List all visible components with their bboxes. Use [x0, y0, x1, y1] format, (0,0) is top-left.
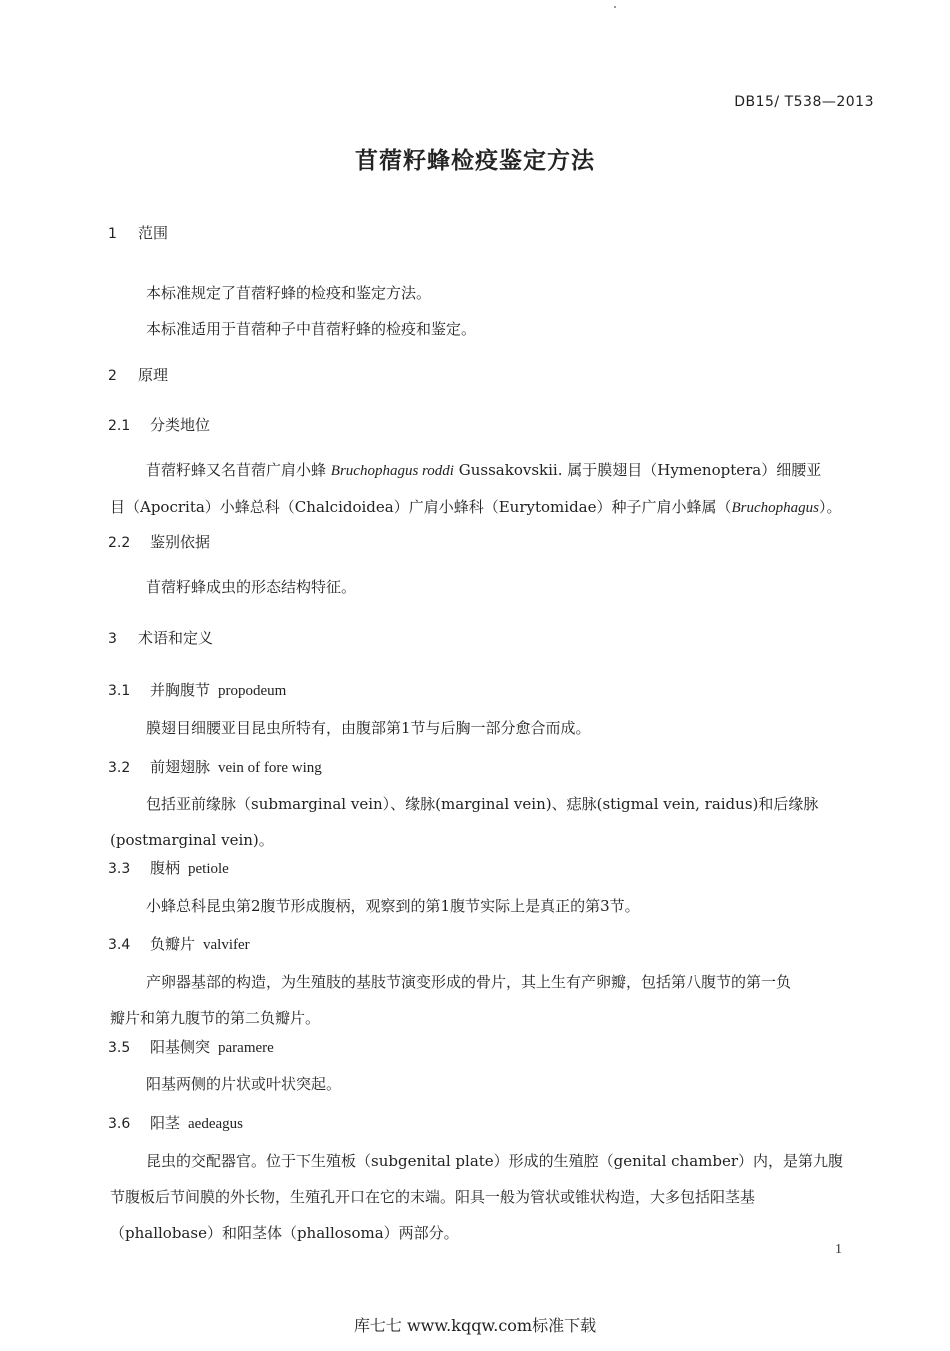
section-number: 3.1: [108, 683, 131, 699]
page-number: 1: [835, 1242, 842, 1257]
section-3-2-heading: [108, 756, 322, 777]
document-number: DB15/ T538—2013: [734, 94, 874, 110]
section-3-5-body: [110, 1066, 876, 1102]
term-english: paramere: [218, 1040, 274, 1056]
footer-watermark: 库七七 www.kqqw.com标准下载: [353, 1316, 597, 1335]
section-3-3-heading: [108, 857, 229, 878]
section-3-3-body: [110, 888, 876, 924]
text: 苜蓿籽蜂又名苜蓿广肩小蜂: [146, 461, 331, 479]
section-2-heading: [108, 364, 168, 385]
section-number: 2: [108, 368, 117, 384]
paragraph: 本标准适用于苜蓿种子中苜蓿籽蜂的检疫和鉴定。: [146, 320, 477, 338]
section-title: 范围: [138, 224, 169, 242]
text: 目（Apocrita）小蜂总科（Chalcidoidea）广肩小蜂科（Eurytomidae）种子广肩小蜂属（: [110, 498, 732, 516]
section-1-body: [110, 275, 876, 347]
section-title: 原理: [138, 366, 169, 384]
term-english: valvifer: [203, 937, 250, 953]
section-number: 3.2: [108, 760, 131, 776]
text: ）。: [819, 498, 842, 516]
section-number: 1: [108, 226, 117, 242]
section-number: 3.6: [108, 1116, 131, 1132]
section-3-2-body: [110, 786, 876, 858]
section-3-4-heading: [108, 933, 250, 954]
paragraph-line: 瓣片和第九腹节的第二负瓣片。: [110, 1009, 321, 1027]
paragraph: 小蜂总科昆虫第2腹节形成腹柄，观察到的第1腹节实际上是真正的第3节。: [146, 897, 640, 915]
section-number: 3.3: [108, 861, 131, 877]
paragraph-line: 昆虫的交配器官。位于下生殖板（subgenital plate）形成的生殖腔（genital chamber）内，是第九腹: [146, 1152, 844, 1170]
term: 阳基侧突: [150, 1038, 211, 1056]
term-english: vein of fore wing: [218, 760, 322, 776]
paragraph-line: [110, 489, 876, 526]
section-3-heading: [108, 627, 213, 648]
term: 阳茎: [150, 1114, 181, 1132]
paragraph-line: 产卵器基部的构造，为生殖肢的基肢节演变形成的骨片，其上生有产卵瓣，包括第八腹节的第一负: [146, 973, 792, 991]
section-title: 鉴别依据: [150, 533, 211, 551]
section-3-6-body: [110, 1143, 876, 1251]
scan-speck: [614, 6, 616, 8]
term-english: propodeum: [218, 683, 287, 699]
term: 并胸腹节: [150, 681, 211, 699]
section-2-2-heading: [108, 531, 210, 552]
paragraph: 本标准规定了苜蓿籽蜂的检疫和鉴定方法。: [146, 284, 432, 302]
section-title: 术语和定义: [138, 629, 214, 647]
section-3-4-body: [110, 964, 876, 1036]
section-1-heading: [108, 222, 168, 243]
term: 负瓣片: [150, 935, 196, 953]
section-3-5-heading: [108, 1036, 274, 1057]
term-english: aedeagus: [188, 1116, 243, 1132]
section-number: 3.4: [108, 937, 131, 953]
section-number: 3: [108, 631, 117, 647]
paragraph: 阳基两侧的片状或叶状突起。: [146, 1075, 342, 1093]
section-number: 3.5: [108, 1040, 131, 1056]
section-number: 2.1: [108, 418, 131, 434]
term: 腹柄: [150, 859, 181, 877]
paragraph-line: （phallobase）和阳茎体（phallosoma）两部分。: [110, 1224, 459, 1242]
paragraph: 膜翅目细腰亚目昆虫所特有，由腹部第1节与后胸一部分愈合而成。: [146, 719, 591, 737]
paragraph: 苜蓿籽蜂成虫的形态结构特征。: [146, 578, 357, 596]
section-3-1-body: [110, 710, 876, 746]
paragraph-line: 包括亚前缘脉（submarginal vein）、缘脉(marginal vein)、痣脉(stigmal vein, raidus)和后缘脉: [146, 795, 819, 813]
section-3-6-heading: [108, 1112, 243, 1133]
paragraph-line: (postmarginal vein)。: [110, 831, 274, 849]
section-title: 分类地位: [150, 416, 211, 434]
page-title: 苜蓿籽蜂检疫鉴定方法: [355, 148, 595, 174]
section-number: 2.2: [108, 535, 131, 551]
latin-name: Bruchophagus: [731, 500, 819, 516]
section-2-2-body: [110, 569, 876, 605]
section-2-1-heading: [108, 414, 210, 435]
term: 前翅翅脉: [150, 758, 211, 776]
paragraph-line: 节腹板后节间膜的外长物，生殖孔开口在它的末端。阳具一般为管状或锥状构造，大多包括阳茎基: [110, 1188, 756, 1206]
section-3-1-heading: [108, 679, 286, 700]
paragraph-line: [110, 452, 876, 489]
latin-name: Bruchophagus roddi: [330, 463, 454, 479]
section-2-1-body: [110, 452, 876, 526]
text: Gussakovskii. 属于膜翅目（Hymenoptera）细腰亚: [453, 461, 822, 479]
term-english: petiole: [188, 861, 229, 877]
